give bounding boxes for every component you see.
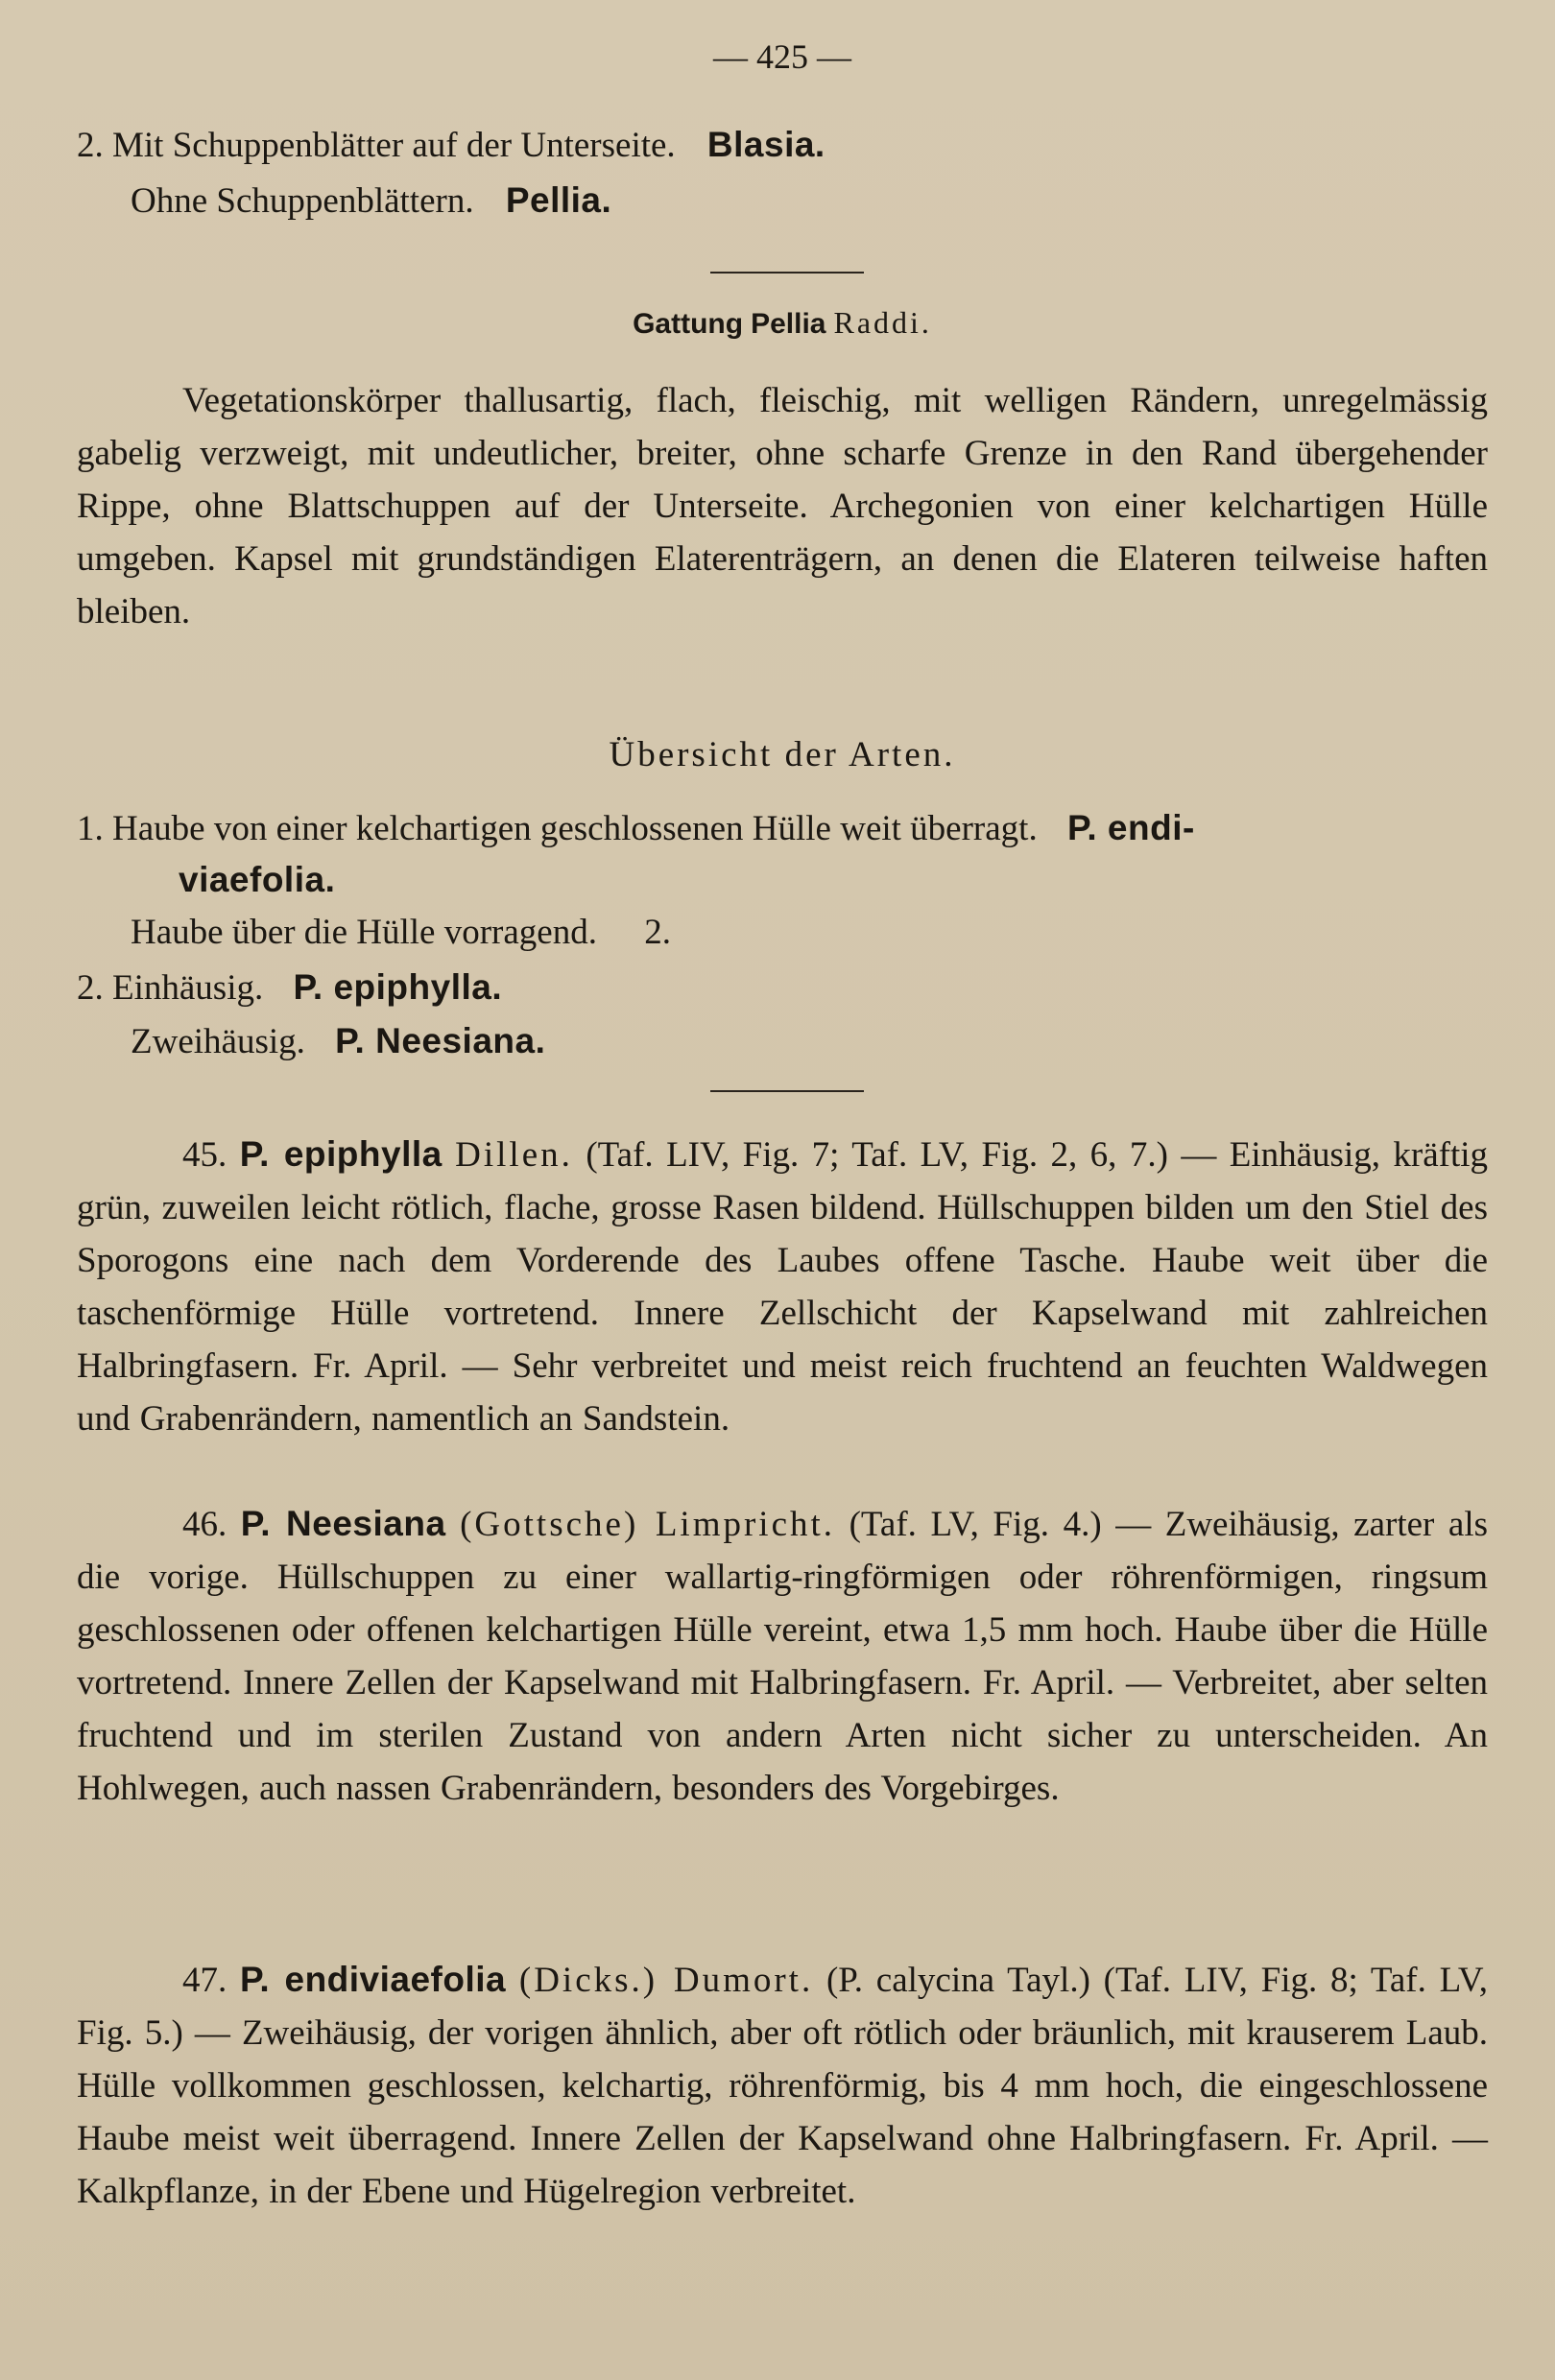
key-result: P. endi-: [1066, 808, 1195, 847]
page-number: — 425 —: [713, 37, 851, 76]
overview-heading: Übersicht der Arten.: [609, 735, 956, 774]
key-text: Haube über die Hülle vorragend.: [131, 913, 597, 952]
key-top-row-1: [77, 125, 825, 166]
genus-heading: [77, 305, 1488, 341]
key-number: 1.: [77, 809, 104, 848]
key-text: Mit Schuppenblätter auf der Unterseite.: [112, 126, 676, 165]
key-result: P. epiphylla.: [293, 967, 503, 1007]
section-divider: [710, 1090, 864, 1092]
key-genus-blasia: Blasia.: [706, 125, 825, 164]
species-author: (Dicks.) Dumort.: [518, 1961, 814, 2000]
species-number: 46.: [182, 1505, 227, 1544]
species-author: Dillen.: [455, 1135, 573, 1175]
genus-name: Pellia: [751, 308, 826, 340]
key-text: Zweihäusig.: [131, 1022, 305, 1061]
genus-author: Raddi.: [833, 305, 932, 340]
key-result-continuation: viaefolia.: [179, 860, 336, 899]
species-entry-46: [77, 1497, 1488, 1815]
species-text: (P. calycina Tayl.) (Taf. LIV, Fig. 8; Taf. LV, Fig. 5.) — Zweihäusig, der vorigen ähnlich, aber oft rötlich oder bräunlich, mit krauserem Laub. Hülle vollkommen geschlossen, kelchartig, röhrenförmig, bis 4 mm hoch, die eingeschlossene Haube meist weit überragend. Innere Zellen der Kapselwand ohne Halbringfasern. Fr. April. — Kalkpflanze, in der Ebene und Hügelregion verbreitet.: [77, 1961, 1489, 2211]
key-result: P. Neesiana.: [335, 1021, 546, 1060]
key-top-row-2: [131, 180, 611, 222]
genus-prefix: Gattung: [633, 308, 744, 340]
key-result: 2.: [644, 913, 671, 952]
key-text: Haube von einer kelchartigen geschlossenen Hülle weit überragt.: [112, 809, 1038, 848]
key-row-2: [131, 912, 671, 953]
key-row-3: [77, 967, 502, 1009]
species-name: P. epiphylla: [239, 1134, 443, 1174]
section-divider: [710, 272, 864, 274]
key-row-1: [77, 808, 1195, 849]
genus-description: Vegetationskörper thallusartig, flach, fleischig, mit welligen Rändern, unregelmässig gabelig verzweigt, mit undeutlicher, breiter, ohne scharfe Grenze in den Rand übergehender Rippe, ohne Blattschuppen auf der Unterseite. Archegonien von einer kelchartigen Hülle umgeben. Kapsel mit grundständigen Elaterenträgern, an denen die Elateren teilweise haften bleiben.: [77, 381, 1488, 631]
species-name: P. endiviaefolia: [240, 1960, 507, 1999]
key-text: Einhäusig.: [112, 968, 264, 1008]
key-text: Ohne Schuppenblättern.: [131, 181, 474, 221]
species-text: (Taf. LIV, Fig. 7; Taf. LV, Fig. 2, 6, 7.) — Einhäusig, kräftig grün, zuweilen leicht rötlich, flache, grosse Rasen bildend. Hüllschuppen bilden um den Stiel des Sporogons eine nach dem Vorderende des Laubes offene Tasche. Haube weit über die taschenförmige Hülle vortretend. Innere Zellschicht der Kapselwand mit zahlreichen Halbringfasern. Fr. April. — Sehr verbreitet und meist reich fruchtend an feuchten Waldwegen und Grabenrändern, namentlich an Sandstein.: [77, 1135, 1489, 1439]
species-number: 47.: [182, 1961, 227, 2000]
species-author: (Gottsche) Limpricht.: [460, 1505, 836, 1544]
key-number: 2.: [77, 126, 104, 165]
species-entry-45: [77, 1128, 1488, 1445]
species-text: (Taf. LV, Fig. 4.) — Zweihäusig, zarter als die vorige. Hüllschuppen zu einer wallartig-ringförmigen oder röhrenförmigen, ringsum geschlossenen oder offenen kelchartigen Hülle vereint, etwa 1,5 mm hoch. Haube über die Hülle vortretend. Innere Zellen der Kapselwand mit Halbringfasern. Fr. April. — Verbreitet, aber selten fruchtend und im sterilen Zustand von andern Arten nicht sicher zu unterscheiden. An Hohlwegen, auch nassen Grabenrändern, besonders des Vorgebirges.: [77, 1505, 1488, 1808]
key-genus-pellia: Pellia.: [505, 180, 612, 220]
species-name: P. Neesiana: [240, 1504, 446, 1543]
species-number: 45.: [182, 1135, 227, 1175]
key-row-4: [131, 1021, 545, 1062]
species-entry-47: [77, 1953, 1488, 2218]
key-number: 2.: [77, 968, 104, 1008]
